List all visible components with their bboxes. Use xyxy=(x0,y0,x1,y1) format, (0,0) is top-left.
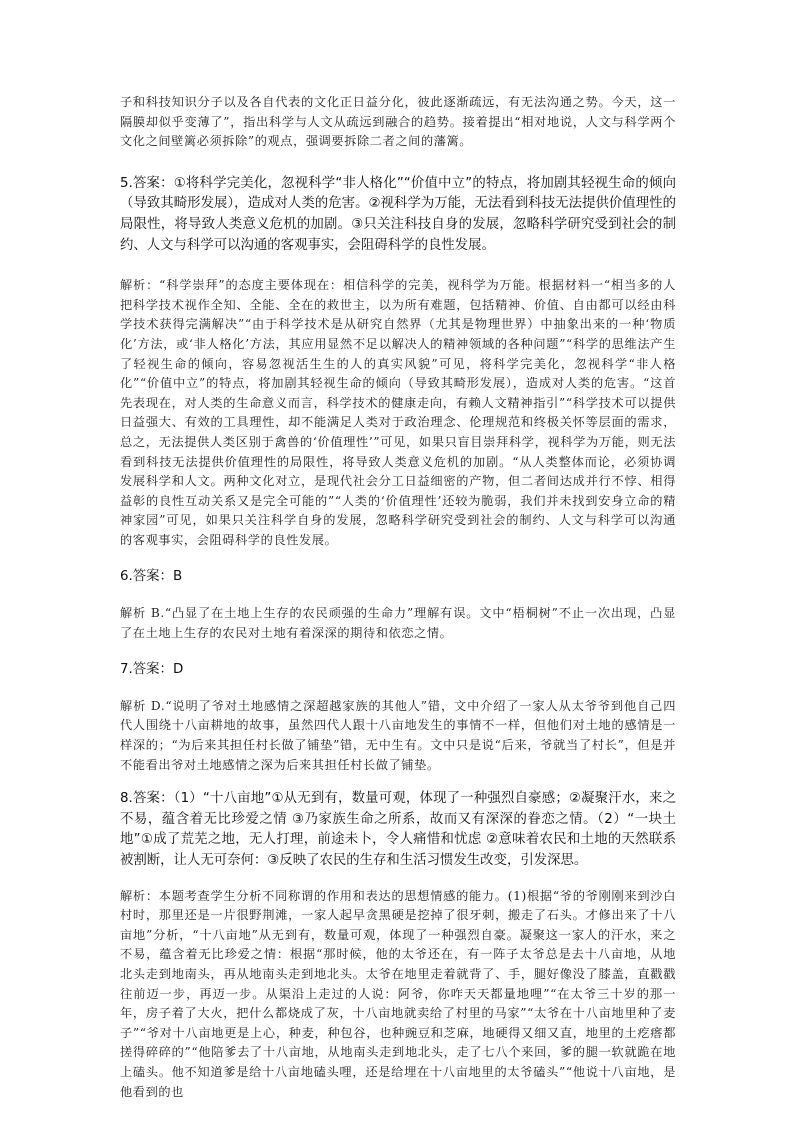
answer-5: 5.答案：①将科学完美化，忽视科学“非人格化”“价值中立”的特点，将加剧其轻视生命的倾向（导致其畸形发展），造成对人类的危害。②视科学为万能，无法看到科技无法提供价值理性的局限性，将导致人类意义危机的加剧。③只关注科技自身的发展，忽略科学研究受到社会的制约、人文与科学可以沟通的客观事实，会阻碍科学的良性发展。 xyxy=(120,175,676,253)
document-page xyxy=(120,93,676,1102)
analysis-paragraph-4-continued: 子和科技知识分子以及各自代表的文化正日益分化，彼此逐渐疏远，有无法沟通之势。今天，这一隔膜却似乎变薄了”，指出科学与人文从疏远到融合的趋势。接着提出“相对地说，人文与科学两个文化之间壁篱必须拆除”的观点，强调要拆除二者之间的藩篱。 xyxy=(120,95,676,149)
analysis-6: 解析 B.“凸显了在土地上生存的农民顽强的生命力”理解有误。文中“梧桐树”不止一次出现，凸显了在土地上生存的农民对土地有着深深的期待和依恋之情。 xyxy=(120,606,676,640)
analysis-5: 解析：“科学崇拜”的态度主要体现在：相信科学的完美，视科学为万能。根据材料一“相当多的人把科学技术视作全知、全能、全在的救世主，以为所有难题，包括精神、价值、自由都可以经由科学技术获得完满解决”“由于科学技术是从研究自然界（尤其是物理世界）中抽象出来的一种‘物质化’方法，或‘非人格化’方法，其应用显然不足以解决人的精神领域的各种问题”“科学的思维法产生了轻视生命的倾向，容易忽视活生生的人的真实风貌”可见，将科学完美化，忽视科学“非人格化”“价值中立”的特点，将加剧其轻视生命的倾向（导致其畸形发展），造成对人类的危害。“这首先表现在，对人类的生命意义而言，科学技术的健康走向，有赖人文精神指引”“科学技术可以提供日益强大、有效的工具理性，却不能满足人类对于政治理念、伦理规范和终极关怀等层面的需求，总之，无法提供人类区别于禽兽的‘价值理性’”可见，如果只盲目崇拜科学，视科学为万能，则无法看到科技无法提供价值理性的局限性，将导致人类意义危机的加剧。“从人类整体而论，必须协调发展科学和人文。两种文化对立，是现代社会分工日益细密的产物，但二者间达成并行不悖、相得益彰的良性互动关系又是完全可能的”“人类的‘价值理性’还较为脆弱，我们并未找到安身立命的精神家园”可见，如果只关注科学自身的发展，忽略科学研究受到社会的制约、人文与科学可以沟通的客观事实，会阻碍科学的良性发展。 xyxy=(120,278,676,547)
answer-8: 8.答案：（1）“十八亩地”①从无到有，数量可观，体现了一种强烈自豪感；②凝聚汗水，来之不易，蕴含着无比珍爱之情 ③乃家族生命之所系，故而又有深深的眷恋之情。（2）“一块土地”①成了荒芜之地，无人打理，前途未卜，令人痛惜和忧虑 ②意味着农民和土地的天然联系被割断，让人无可奈何：③反映了农民的生存和生活习惯发生改变，引发深思。 xyxy=(120,791,676,868)
analysis-8: 解析：本题考查学生分析不同称谓的作用和表达的思想情感的能力。(1)根据“爷的爷刚刚来到沙白村时，那里还是一片很野荆滩，一家人起早贪黑硬是挖掉了很牙刺，搬走了石头。才修出来了十八亩地”分析，“十八亩地”从无到有，数量可观，体现了一种强烈自豪。凝聚这一家人的汗水，来之不易，蕴含着无比珍爱之情：根据“那时候，他的太爷还在，有一阵子太爷总是去十八亩地，从地北头走到地南头，再从地南头走到地北头。太爷在地里走着就背了、手，腿好像没了膝盖，直戳戳往前迈一步，再迈一步。从渠沿上走过的人说：阿爷，你咋天天都量地哩”“在太爷三十岁的那一年，房子着了大火，把什么都烧成了灰，十八亩地就卖给了村里的马家”“太爷在十八亩地里种了麦子”“爷对十八亩地更是上心，种麦，种包谷，也种豌豆和芝麻，地硬得又细又直，地里的土疙瘩都搓得碎碎的”“他陪爹去了十八亩地，从地南头走到地北头，走了七八个来回，爹的腿一软就跪在地上磕头。他不知道爹是给十八亩地磕头哩，还是给埋在十八亩地里的太爷磕头”“他说十八亩地，是他看到的也 xyxy=(120,888,676,1099)
answer-7: 7.答案：D xyxy=(120,662,184,678)
analysis-7: 解析 D.“说明了爷对土地感情之深超越家族的其他人”错，文中介绍了一家人从太爷爷到他自己四代人围绕十八亩耕地的故事，虽然四代人跟十八亩地发生的事情不一样，但他们对土地的感情是一样深的；“为后来其担任村长做了铺垫”错，无中生有。文中只是说“后来，爷就当了村长”，但是并不能看出爷对土地感情之深为后来其担任村长做了铺垫。 xyxy=(120,698,676,772)
answer-6: 6.答案：B xyxy=(120,569,183,585)
